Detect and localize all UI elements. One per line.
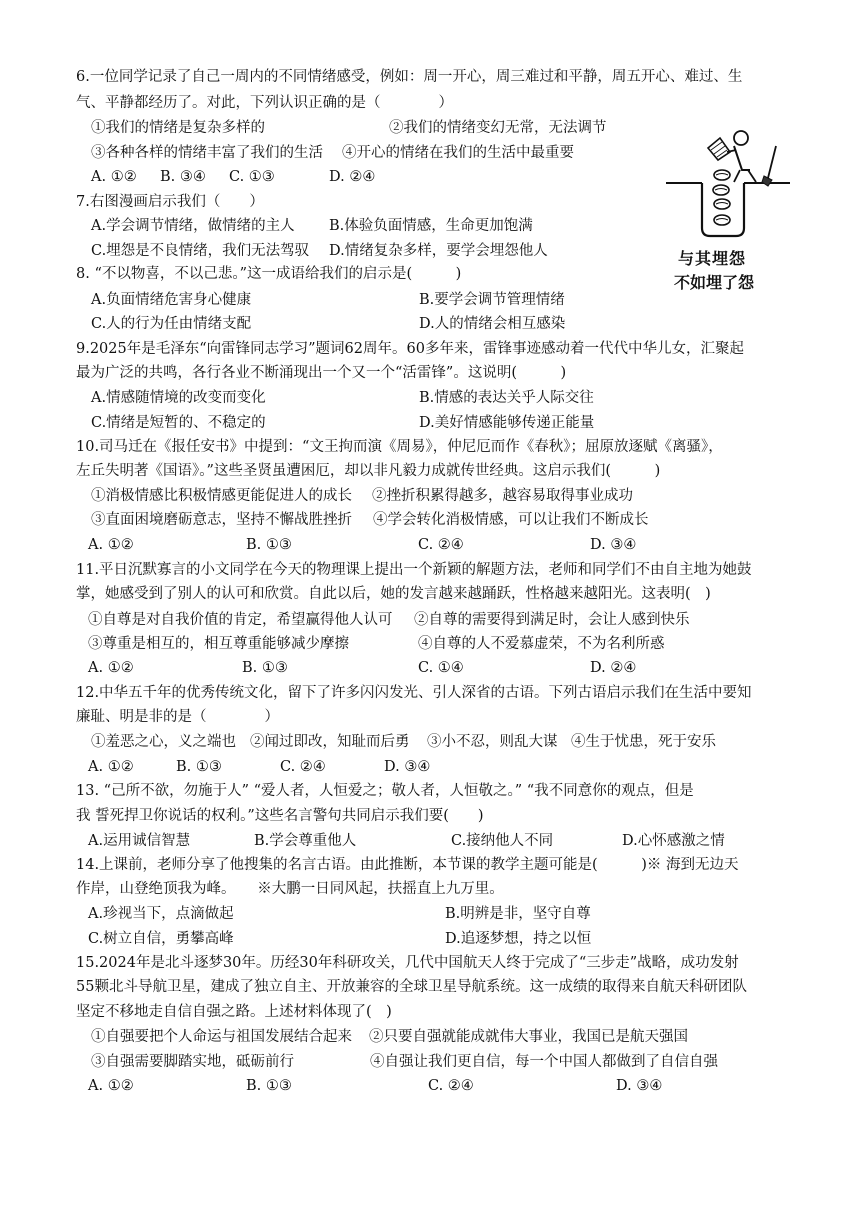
q10-option-b: B. ①③: [246, 537, 292, 553]
q11-stem-1: 11.平日沉默寡言的小文同学在今天的物理课上提出一个新颖的解题方法，老师和同学们不由自主地为她鼓: [76, 562, 752, 578]
q14-option-c: C.树立自信，勇攀高峰: [88, 931, 234, 947]
q9-stem-1: 9.2025年是毛泽东“向雷锋同志学习”题词62周年。60多年来，雷锋事迹感动着一代代中华儿女，汇聚起: [76, 341, 744, 357]
q11-statement-2: ②自尊的需要得到满足时，会让人感到快乐: [414, 612, 690, 628]
q6-option-b: B. ③④: [160, 169, 206, 185]
q15-option-b: B. ①③: [246, 1078, 292, 1094]
q15-statement-3: ③自强需要脚踏实地，砥砺前行: [91, 1054, 294, 1070]
q9-option-a: A.情感随情境的改变而变化: [91, 390, 266, 406]
q6-stem-2: 气、平静都经历了。对此，下列认识正确的是（ ）: [76, 95, 453, 111]
q11-statement-4: ④自尊的人不爱慕虚荣，不为名利所惑: [418, 636, 665, 652]
cartoon-illustration: [664, 128, 792, 298]
q12-stem-2: 廉耻、明是非的是（ ）: [76, 709, 279, 725]
q12-statement-1: ①羞恶之心，义之端也: [91, 734, 236, 750]
q14-stem-1: 14.上课前，老师分享了他搜集的名言古语。由此推断，本节课的教学主题可能是( )※ 海到无边天: [76, 857, 739, 873]
q13-stem-2: 我 誓死捍卫你说话的权利。”这些名言警句共同启示我们要( ): [76, 808, 484, 824]
q13-option-c: C.接纳他人不同: [451, 833, 554, 849]
q12-option-c: C. ②④: [280, 759, 326, 775]
q6-statement-2: ②我们的情绪变幻无常，无法调节: [389, 120, 607, 136]
q12-stem-1: 12.中华五千年的优秀传统文化，留下了许多闪闪发光、引人深省的古语。下列古语启示我们在生活中要知: [76, 685, 752, 701]
q9-option-b: B.情感的表达关乎人际交往: [419, 390, 594, 406]
q10-statement-3: ③直面困境磨砺意志，坚持不懈战胜挫折: [91, 512, 352, 528]
q15-stem-2: 55颗北斗导航卫星，建成了独立自主、开放兼容的全球卫星导航系统。这一成绩的取得来自航天科研团队: [76, 979, 747, 995]
q12-option-a: A. ①②: [88, 759, 134, 775]
q14-option-a: A.珍视当下，点滴做起: [88, 906, 234, 922]
q9-stem-2: 最为广泛的共鸣，各行各业不断涌现出一个又一个“活雷锋”。这说明( ): [76, 365, 567, 381]
q15-option-c: C. ②④: [428, 1078, 474, 1094]
q6-option-c: C. ①③: [229, 169, 275, 185]
q10-statement-4: ④学会转化消极情感，可以让我们不断成长: [373, 512, 649, 528]
q15-stem-3: 坚定不移地走自信自强之路。上述材料体现了( ): [76, 1004, 392, 1020]
q10-stem-1: 10.司马迁在《报任安书》中提到：“文王拘而演《周易》，仲尼厄而作《春秋》；屈原放逐赋《离骚》，: [76, 439, 723, 455]
q8-option-a: A.负面情绪危害身心健康: [91, 292, 252, 308]
q7-option-c: C.埋怨是不良情绪，我们无法驾驭: [91, 243, 310, 259]
q7-option-d: D.情绪复杂多样，要学会埋怨他人: [329, 243, 548, 259]
q13-stem-1: 13. “己所不欲，勿施于人” “爱人者，人恒爱之；敬人者，人恒敬之。” “我不同意你的观点，但是: [76, 783, 694, 799]
q11-statement-3: ③尊重是相互的，相互尊重能够减少摩擦: [88, 636, 349, 652]
q8-stem: 8. “不以物喜，不以己悲。”这一成语给我们的启示是( ): [76, 266, 462, 282]
cartoon-caption-line1: 与其埋怨: [678, 249, 747, 268]
q11-option-c: C. ①④: [418, 660, 464, 676]
q12-option-b: B. ①③: [176, 759, 222, 775]
q13-option-d: D.心怀感激之情: [622, 833, 725, 849]
q10-statement-1: ①消极情感比积极情感更能促进人的成长: [91, 488, 352, 504]
q8-option-c: C.人的行为任由情绪支配: [91, 316, 252, 332]
q11-option-d: D. ②④: [590, 660, 637, 676]
q8-option-b: B.要学会调节管理情绪: [419, 292, 565, 308]
q15-option-a: A. ①②: [88, 1078, 134, 1094]
q10-option-d: D. ③④: [590, 537, 637, 553]
q15-statement-4: ④自强让我们更自信，每一个中国人都做到了自信自强: [370, 1054, 718, 1070]
q11-stem-2: 掌，她感受到了别人的认可和欣赏。自此以后，她的发言越来越踊跃，性格越来越阳光。这表明( ): [76, 586, 711, 602]
q6-option-a: A. ①②: [91, 169, 137, 185]
q14-option-b: B.明辨是非，坚守自尊: [445, 906, 591, 922]
q15-statement-2: ②只要自强就能成就伟大事业，我国已是航天强国: [369, 1029, 688, 1045]
q8-option-d: D.人的情绪会相互感染: [419, 316, 566, 332]
q11-option-a: A. ①②: [88, 660, 134, 676]
q14-option-d: D.追逐梦想，持之以恒: [445, 931, 592, 947]
q9-option-d: D.美好情感能够传递正能量: [419, 415, 595, 431]
q9-option-c: C.情绪是短暂的、不稳定的: [91, 415, 266, 431]
q7-option-a: A.学会调节情绪，做情绪的主人: [91, 218, 295, 234]
q12-statement-4: ④生于忧患，死于安乐: [571, 734, 716, 750]
q15-statement-1: ①自强要把个人命运与祖国发展结合起来: [91, 1029, 352, 1045]
q10-stem-2: 左丘失明著《国语》。”这些圣贤虽遭困厄，却以非凡毅力成就传世经典。这启示我们( ): [76, 463, 661, 479]
q12-statement-2: ②闻过即改，知耻而后勇: [250, 734, 410, 750]
q6-statement-3: ③各种各样的情绪丰富了我们的生活: [91, 145, 323, 161]
q6-stem-1: 6.一位同学记录了自己一周内的不同情绪感受，例如：周一开心，周三难过和平静，周五开心、难过、生: [76, 69, 743, 85]
q7-stem: 7.右图漫画启示我们（ ）: [76, 194, 264, 210]
q13-option-b: B.学会尊重他人: [254, 833, 357, 849]
q6-option-d: D. ②④: [329, 169, 376, 185]
q10-option-a: A. ①②: [88, 537, 134, 553]
q12-statement-3: ③小不忍，则乱大谋: [427, 734, 558, 750]
q10-statement-2: ②挫折积累得越多，越容易取得事业成功: [372, 488, 633, 504]
q11-statement-1: ①自尊是对自我价值的肯定，希望赢得他人认可: [88, 612, 393, 628]
q10-option-c: C. ②④: [418, 537, 464, 553]
q13-option-a: A.运用诚信智慧: [88, 833, 191, 849]
q11-option-b: B. ①③: [242, 660, 288, 676]
q6-statement-1: ①我们的情绪是复杂多样的: [91, 120, 265, 136]
q15-stem-1: 15.2024年是北斗逐梦30年。历经30年科研攻关，几代中国航天人终于完成了“三步走”战略，成功发射: [76, 955, 739, 971]
cartoon-caption-line2: 不如埋了怨: [674, 273, 755, 292]
q14-stem-2: 作岸，山登绝顶我为峰。 ※大鹏一日同风起，扶摇直上九万里。: [76, 881, 504, 897]
q15-option-d: D. ③④: [616, 1078, 663, 1094]
q6-statement-4: ④开心的情绪在我们的生活中最重要: [342, 145, 574, 161]
q12-option-d: D. ③④: [384, 759, 431, 775]
q7-option-b: B.体验负面情感，生命更加饱满: [329, 218, 533, 234]
